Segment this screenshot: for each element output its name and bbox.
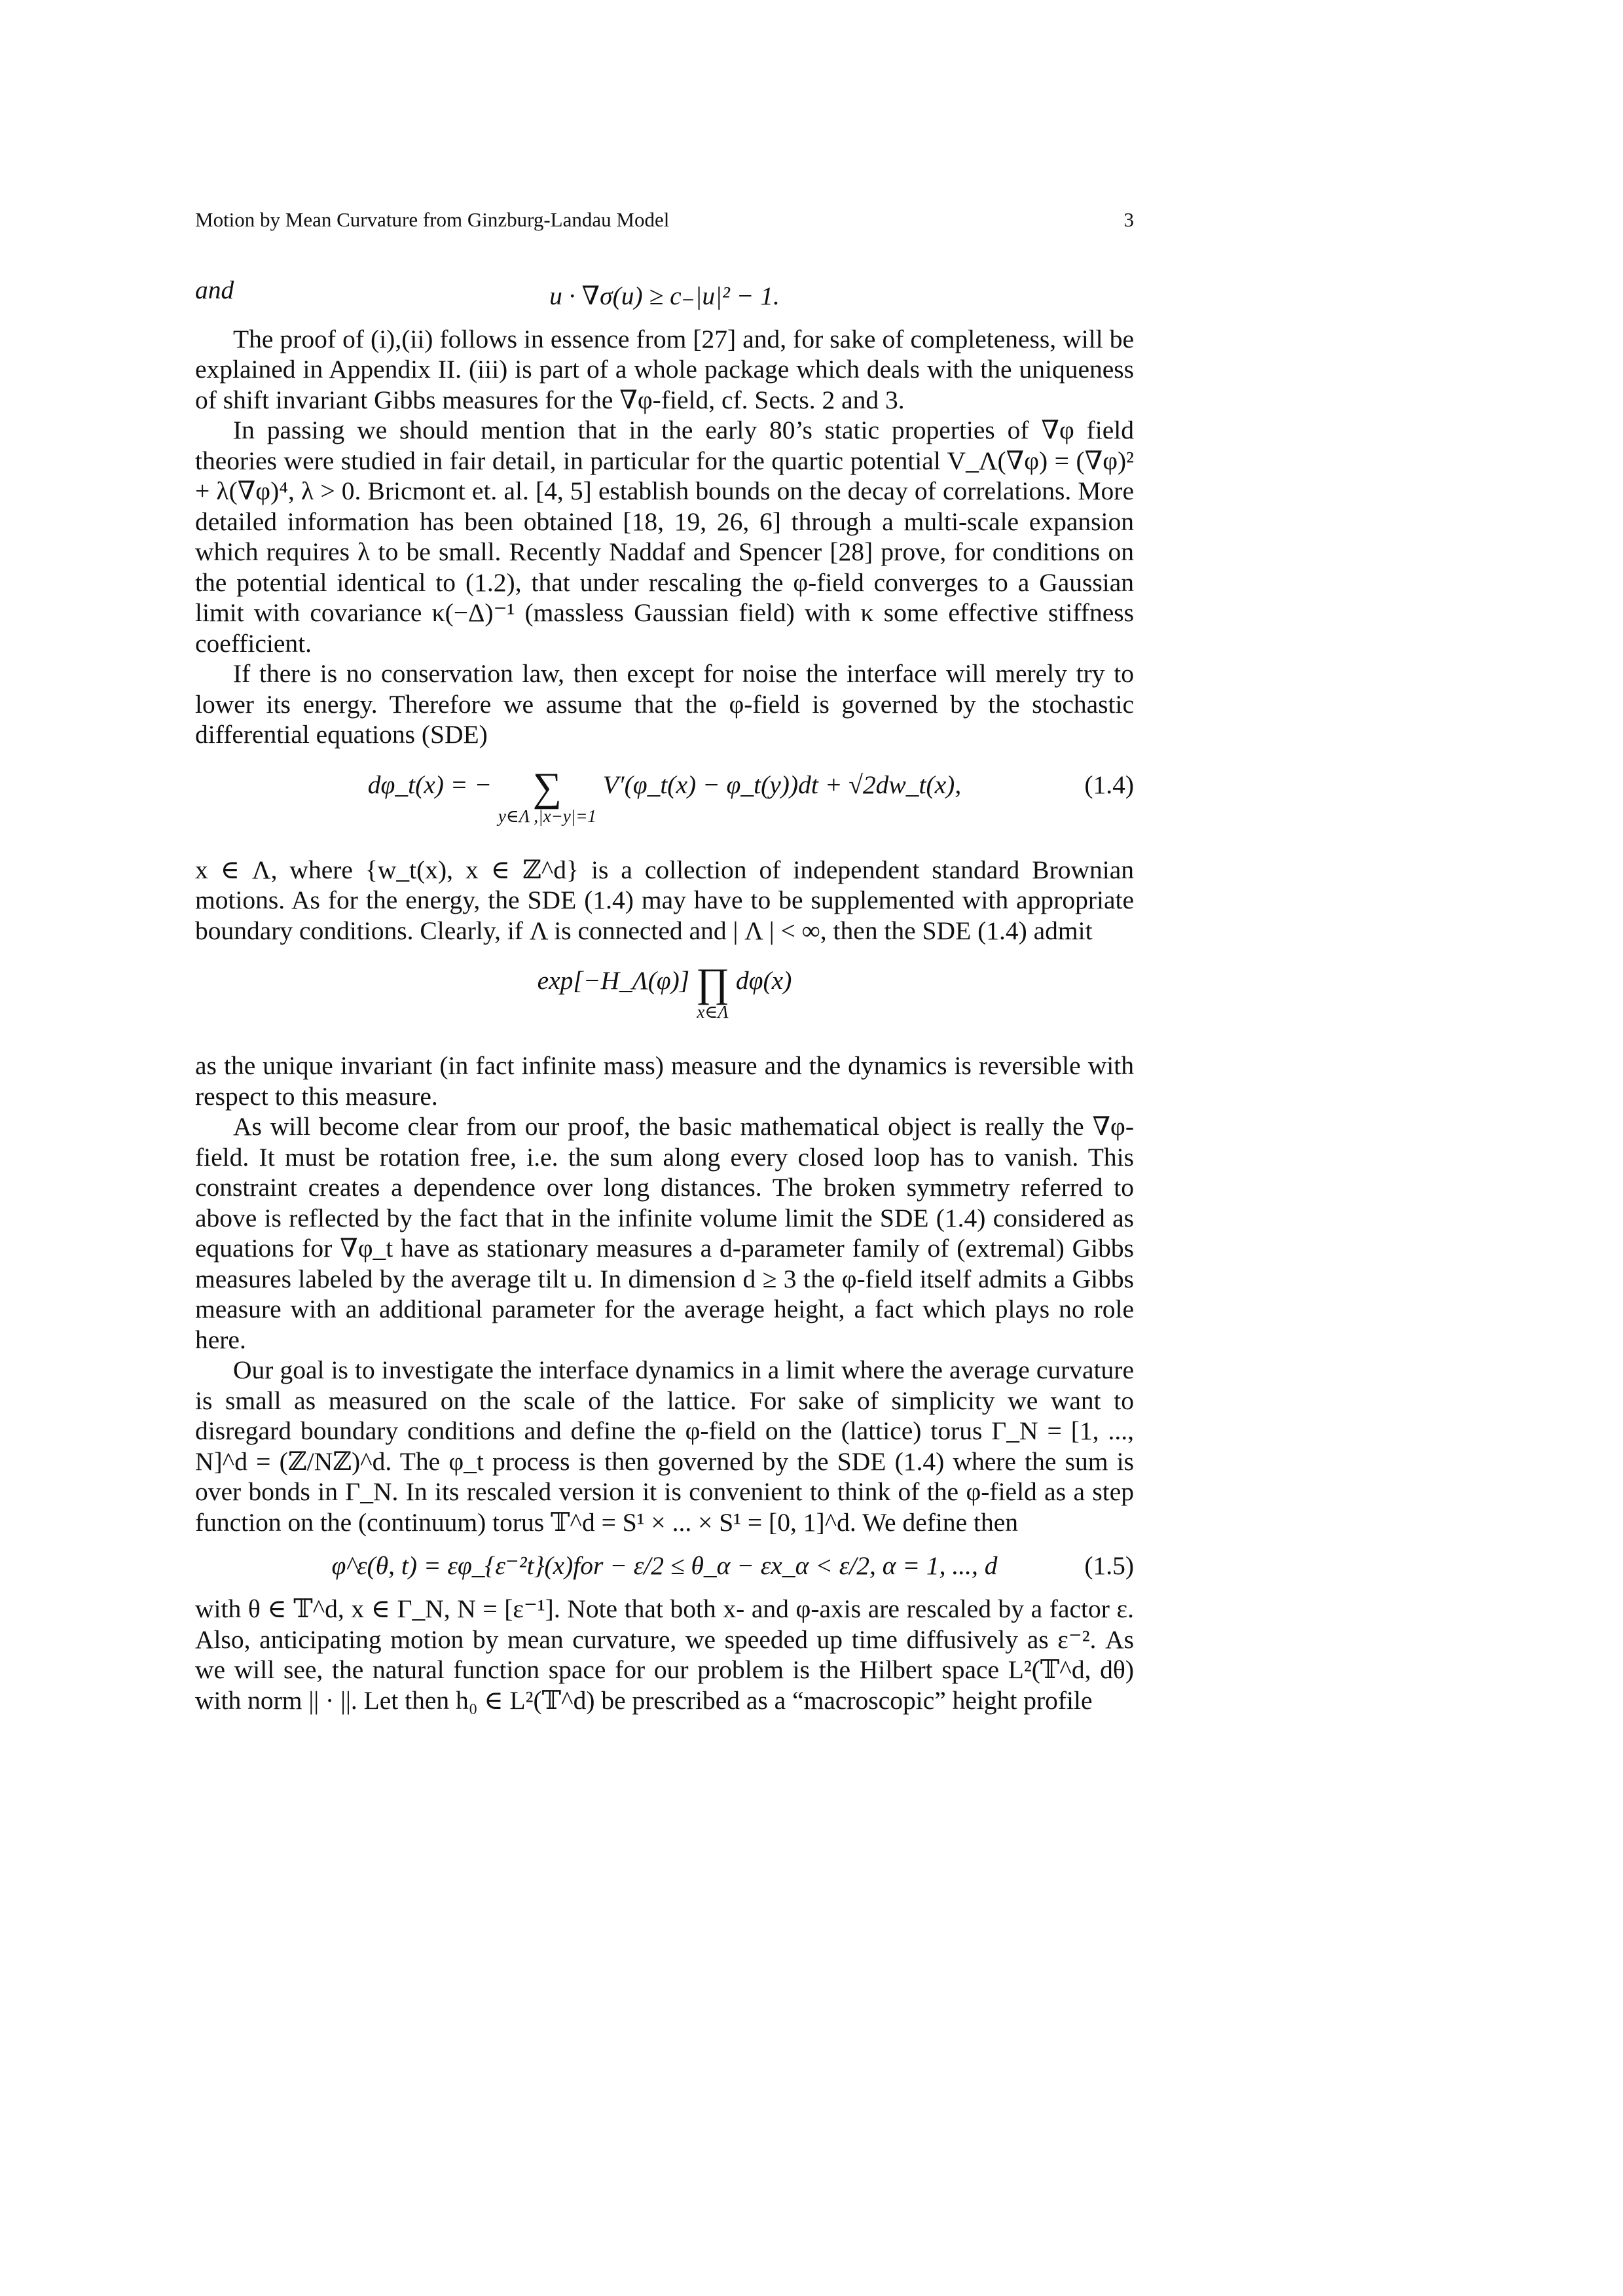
eq14-lhs: dφ_t(x) = − bbox=[367, 770, 492, 799]
paragraph-1: The proof of (i),(ii) follows in essence from [27] and, for sake of completeness, will be explained in Appendix II. (iii) is part of a whole package which deals with the uniqueness of shift invariant Gibbs measures for the ∇φ-field, cf. Sects. 2 and 3. bbox=[195, 324, 1134, 414]
page-number: 3 bbox=[1123, 208, 1134, 231]
paragraph-3: If there is no conservation law, then except for noise the interface will merely try to lower its energy. Therefore we assume that the φ-field is governed by the stochastic differential equations (SDE) bbox=[195, 659, 1134, 749]
eq15-number: (1.5) bbox=[1084, 1551, 1134, 1580]
inequality-body: u · ∇σ(u) ≥ c₋|u|² − 1. bbox=[549, 281, 780, 310]
eq15-body: φ^ε(θ, t) = εφ_{ε⁻²t}(x)for − ε/2 ≤ θ_α − εx_α < ε/2, α = 1, ..., d bbox=[331, 1551, 998, 1580]
measure-rhs: dφ(x) bbox=[735, 966, 792, 995]
product-index: x∈Λ bbox=[697, 1002, 729, 1022]
running-title: Motion by Mean Curvature from Ginzburg-Landau Model bbox=[195, 208, 670, 231]
lead-word: and bbox=[195, 276, 234, 304]
product-symbol: ∏ bbox=[696, 961, 730, 1005]
measure-lhs: exp[−H_Λ(φ)] bbox=[537, 966, 690, 995]
paragraph-6: As will become clear from our proof, the basic mathematical object is really the ∇φ-field. It must be rotation free, i.e. the sum along every closed loop has to vanish. This constraint creates a dependence over long distances. The broken symmetry referred to above is reflected by the fact that in the infinite volume limit the SDE (1.4) considered as equations for ∇φ_t have as stationary measures a d-parameter family of (extremal) Gibbs measures labeled by the average tilt u. In dimension d ≥ 3 the φ-field itself admits a Gibbs measure with an additional parameter for the average height, a fact which plays no role here. bbox=[195, 1112, 1134, 1354]
paragraph-8: with θ ∈ 𝕋^d, x ∈ Γ_N, N = [ε⁻¹]. Note that both x- and φ-axis are rescaled by a factor ε. Also, anticipating motion by mean curvature, we speeded up time diffusively as ε⁻². As we will see, the natural function space for our problem is the Hilbert space L²(𝕋^d, dθ) with norm || · ||. Let then h₀ ∈ L²(𝕋^d) be prescribed as a “macroscopic” height profile bbox=[195, 1594, 1134, 1715]
paragraph-5: as the unique invariant (in fact infinite mass) measure and the dynamics is reversible with respect to this measure. bbox=[195, 1051, 1134, 1111]
measure-product bbox=[696, 961, 730, 1022]
eq14-sum bbox=[498, 764, 596, 826]
paragraph-4: x ∈ Λ, where {w_t(x), x ∈ ℤ^d} is a collection of independent standard Brownian motions. As for the energy, the SDE (1.4) may have to be supplemented with appropriate boundary conditions. Clearly, if Λ is connected and | Λ | < ∞, then the SDE (1.4) admit bbox=[195, 855, 1134, 945]
sum-symbol: ∑ bbox=[532, 764, 562, 810]
eq14-number: (1.4) bbox=[1084, 770, 1134, 799]
equation-1-4 bbox=[195, 764, 1134, 836]
paragraph-2: In passing we should mention that in the early 80’s static properties of ∇φ field theories were studied in fair detail, in particular for the quartic potential V_Λ(∇φ) = (∇φ)² + λ(∇φ)⁴, λ > 0. Bricmont et. al. [4, 5] establish bounds on the decay of correlations. More detailed information has been obtained [18, 19, 26, 6] through a multi-scale expansion which requires λ to be small. Recently Naddaf and Spencer [28] prove, for conditions on the potential identical to (1.2), that under rescaling the φ-field converges to a Gaussian limit with covariance κ(−Δ)⁻¹ (massless Gaussian field) with κ some effective stiffness coefficient. bbox=[195, 416, 1134, 658]
body-text bbox=[195, 275, 1134, 1715]
invariant-measure-equation bbox=[195, 961, 1134, 1032]
sum-index: y∈Λ ,|x−y|=1 bbox=[498, 806, 596, 826]
paragraph-7: Our goal is to investigate the interface dynamics in a limit where the average curvature is small as measured on the scale of the lattice. For sake of simplicity we want to disregard boundary conditions and define the φ-field on the (lattice) torus Γ_N = [1, ..., N]^d = (ℤ/Nℤ)^d. The φ_t process is then governed by the SDE (1.4) where the sum is over bonds in Γ_N. In its rescaled version it is convenient to think of the φ-field as a step function on the (continuum) torus 𝕋^d = S¹ × ... × S¹ = [0, 1]^d. We define then bbox=[195, 1355, 1134, 1537]
equation-1-5 bbox=[195, 1549, 1134, 1582]
inequality-equation bbox=[195, 279, 1134, 312]
eq14-rhs: V′(φ_t(x) − φ_t(y))dt + √2dw_t(x), bbox=[602, 770, 962, 799]
